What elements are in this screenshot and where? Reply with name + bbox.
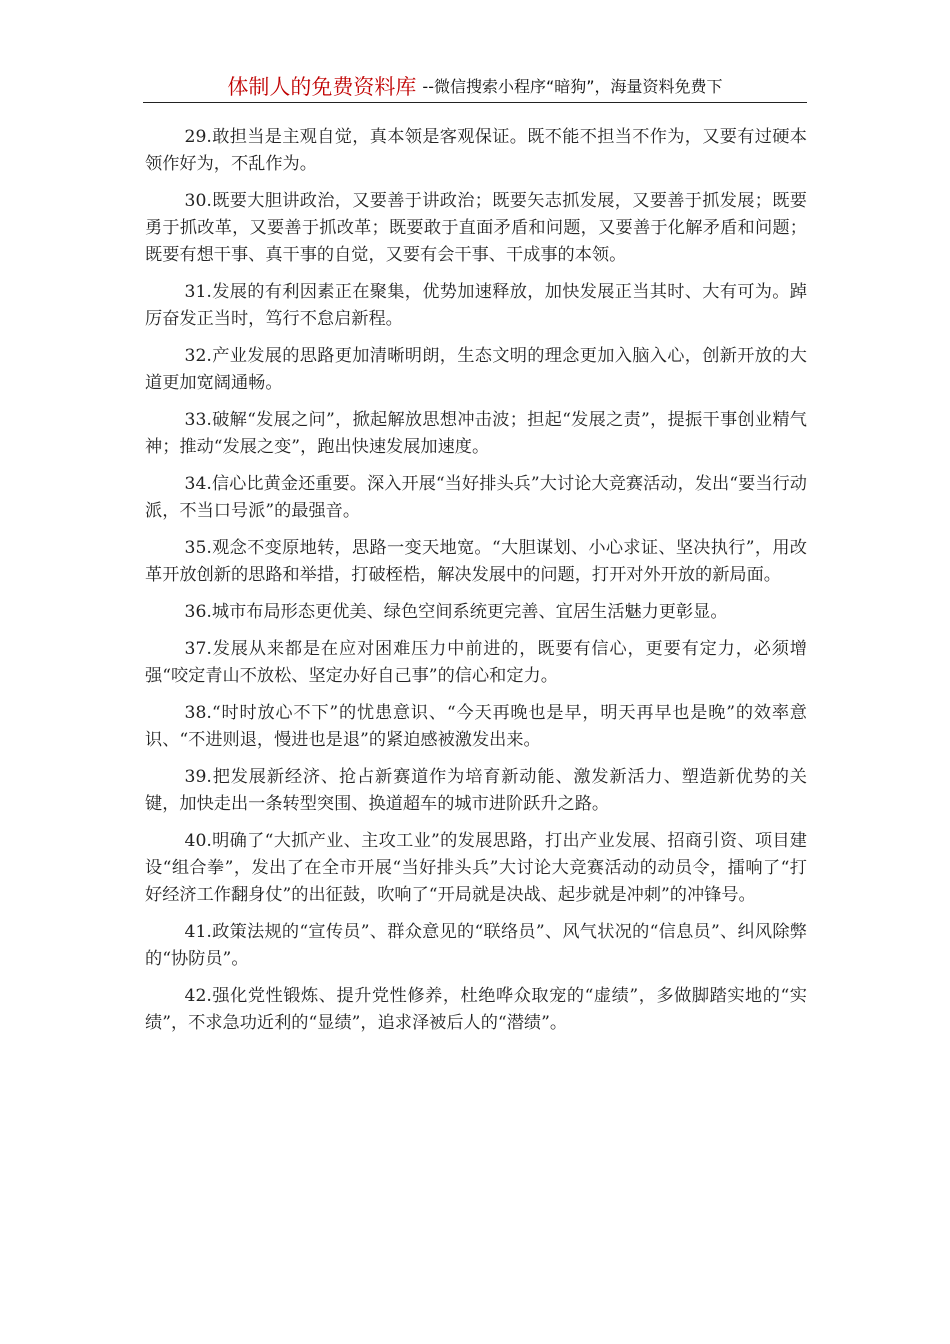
paragraph-39: 39.把发展新经济、抢占新赛道作为培育新动能、激发新活力、塑造新优势的关键，加快走出一条转型突围、换道超车的城市进阶跃升之路。: [145, 767, 807, 814]
paragraph-32: 32.产业发展的思路更加清晰明朗，生态文明的理念更加入脑入心，创新开放的大道更加宽阔通畅。: [145, 346, 807, 393]
header-subtitle: --微信搜索小程序“暗狗”，海量资料免费下: [422, 77, 723, 96]
page-header: [143, 68, 807, 103]
header-title: 体制人的免费资料库: [227, 75, 417, 99]
paragraph-33: 33.破解“发展之问”，掀起解放思想冲击波；担起“发展之责”，提振干事创业精气神；推动“发展之变”，跑出快速发展加速度。: [145, 410, 807, 457]
paragraph-35: 35.观念不变原地转，思路一变天地宽。“大胆谋划、小心求证、坚决执行”，用改革开放创新的思路和举措，打破桎梏，解决发展中的问题，打开对外开放的新局面。: [145, 538, 807, 585]
paragraph-38: 38.“时时放心不下”的忧患意识、“今天再晚也是早，明天再早也是晚”的效率意识、“不进则退，慢进也是退”的紧迫感被激发出来。: [145, 703, 807, 750]
paragraph-34: 34.信心比黄金还重要。深入开展“当好排头兵”大讨论大竞赛活动，发出“要当行动派，不当口号派”的最强音。: [145, 474, 807, 521]
paragraph-41: 41.政策法规的“宣传员”、群众意见的“联络员”、风气状况的“信息员”、纠风除弊的“协防员”。: [145, 922, 807, 969]
paragraph-30: 30.既要大胆讲政治，又要善于讲政治；既要矢志抓发展，又要善于抓发展；既要勇于抓改革，又要善于抓改革；既要敢于直面矛盾和问题，又要善于化解矛盾和问题；既要有想干事、真干事的自觉，又要有会干事、干成事的本领。: [145, 191, 807, 265]
paragraph-29: 29.敢担当是主观自觉，真本领是客观保证。既不能不担当不作为，又要有过硬本领作好为，不乱作为。: [145, 127, 807, 174]
paragraph-36: 36.城市布局形态更优美、绿色空间系统更完善、宜居生活魅力更彰显。: [184, 602, 728, 622]
document-body: [145, 124, 807, 1047]
paragraph-42: 42.强化党性锻炼、提升党性修养，杜绝哗众取宠的“虚绩”，多做脚踏实地的“实绩”，不求急功近利的“显绩”，追求泽被后人的“潜绩”。: [145, 986, 807, 1033]
paragraph-31: 31.发展的有利因素正在聚集，优势加速释放，加快发展正当其时、大有可为。踔厉奋发正当时，笃行不怠启新程。: [145, 282, 807, 329]
paragraph-40: 40.明确了“大抓产业、主攻工业”的发展思路，打出产业发展、招商引资、项目建设“组合拳”，发出了在全市开展“当好排头兵”大讨论大竞赛活动的动员令，擂响了“打好经济工作翻身仗”的出征鼓，吹响了“开局就是决战、起步就是冲刺”的冲锋号。: [145, 831, 807, 905]
paragraph-37: 37.发展从来都是在应对困难压力中前进的，既要有信心，更要有定力，必须增强“咬定青山不放松、坚定办好自己事”的信心和定力。: [145, 639, 807, 686]
